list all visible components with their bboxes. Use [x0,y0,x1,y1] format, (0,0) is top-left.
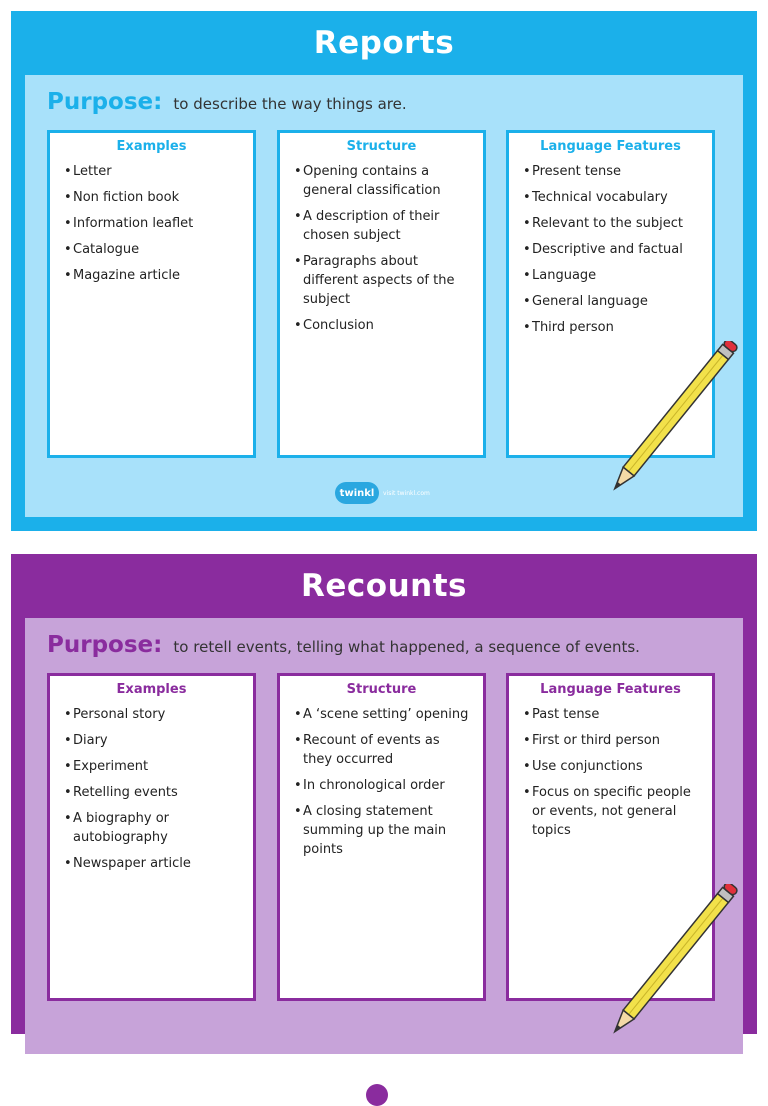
list-item: • Third person [523,318,700,337]
purpose-text: to describe the way things are. [173,95,407,113]
purpose-text: to retell events, telling what happened, a sequence of events. [173,638,640,656]
column-heading: Examples [116,139,187,154]
recounts-title: Recounts [301,568,467,604]
list-item: • Catalogue [64,240,241,259]
list-item: • Descriptive and factual [523,240,700,259]
list-item: • Language [523,266,700,285]
reports-examples-box [47,130,256,458]
list-item: • Use conjunctions [523,757,700,776]
column-heading: Language Features [540,139,681,154]
list-item: • Personal story [64,705,241,724]
examples-list [50,162,253,285]
list-item: • Letter [64,162,241,181]
recounts-purpose [47,632,723,658]
list-item: • General language [523,292,700,311]
list-item: • Technical vocabulary [523,188,700,207]
structure-list [280,705,483,859]
list-item: • Past tense [523,705,700,724]
structure-list [280,162,483,335]
list-item: • Magazine article [64,266,241,285]
list-item: • Retelling events [64,783,241,802]
recounts-examples-box [47,673,256,1001]
list-item: • Diary [64,731,241,750]
column-heading: Examples [116,682,187,697]
list-item: • First or third person [523,731,700,750]
logo-cloud: twinkl [335,482,379,504]
list-item: • Opening contains a general classification [294,162,471,200]
list-item: • Experiment [64,757,241,776]
list-item: • A ‘scene setting’ opening [294,705,471,724]
language-features-list [509,705,712,840]
column-heading: Structure [346,139,417,154]
reports-title: Reports [313,25,455,61]
list-item: • A biography or autobiography [64,809,241,847]
list-item: • Focus on specific people or events, not general topics [523,783,700,840]
list-item: • Newspaper article [64,854,241,873]
recounts-poster [11,554,757,1034]
list-item: • Present tense [523,162,700,181]
twinkl-logo-icon [335,479,455,507]
list-item: • Paragraphs about different aspects of the subject [294,252,471,309]
language-features-list [509,162,712,337]
reports-structure-box [277,130,486,458]
examples-list [50,705,253,873]
purpose-label: Purpose: [47,632,163,658]
reports-poster [11,11,757,531]
pencil-icon [601,884,741,1048]
recounts-structure-box [277,673,486,1001]
reports-purpose [47,89,723,115]
list-item: • Recount of events as they occurred [294,731,471,769]
list-item: • Conclusion [294,316,471,335]
list-item: • In chronological order [294,776,471,795]
logo-url: visit twinkl.com [383,489,430,497]
list-item: • A closing statement summing up the main points [294,802,471,859]
pencil-icon [601,341,741,505]
list-item: • A description of their chosen subject [294,207,471,245]
twinkl-logo-icon [366,1084,388,1106]
purpose-label: Purpose: [47,89,163,115]
list-item: • Relevant to the subject [523,214,700,233]
list-item: • Non fiction book [64,188,241,207]
column-heading: Structure [346,682,417,697]
column-heading: Language Features [540,682,681,697]
list-item: • Information leaflet [64,214,241,233]
